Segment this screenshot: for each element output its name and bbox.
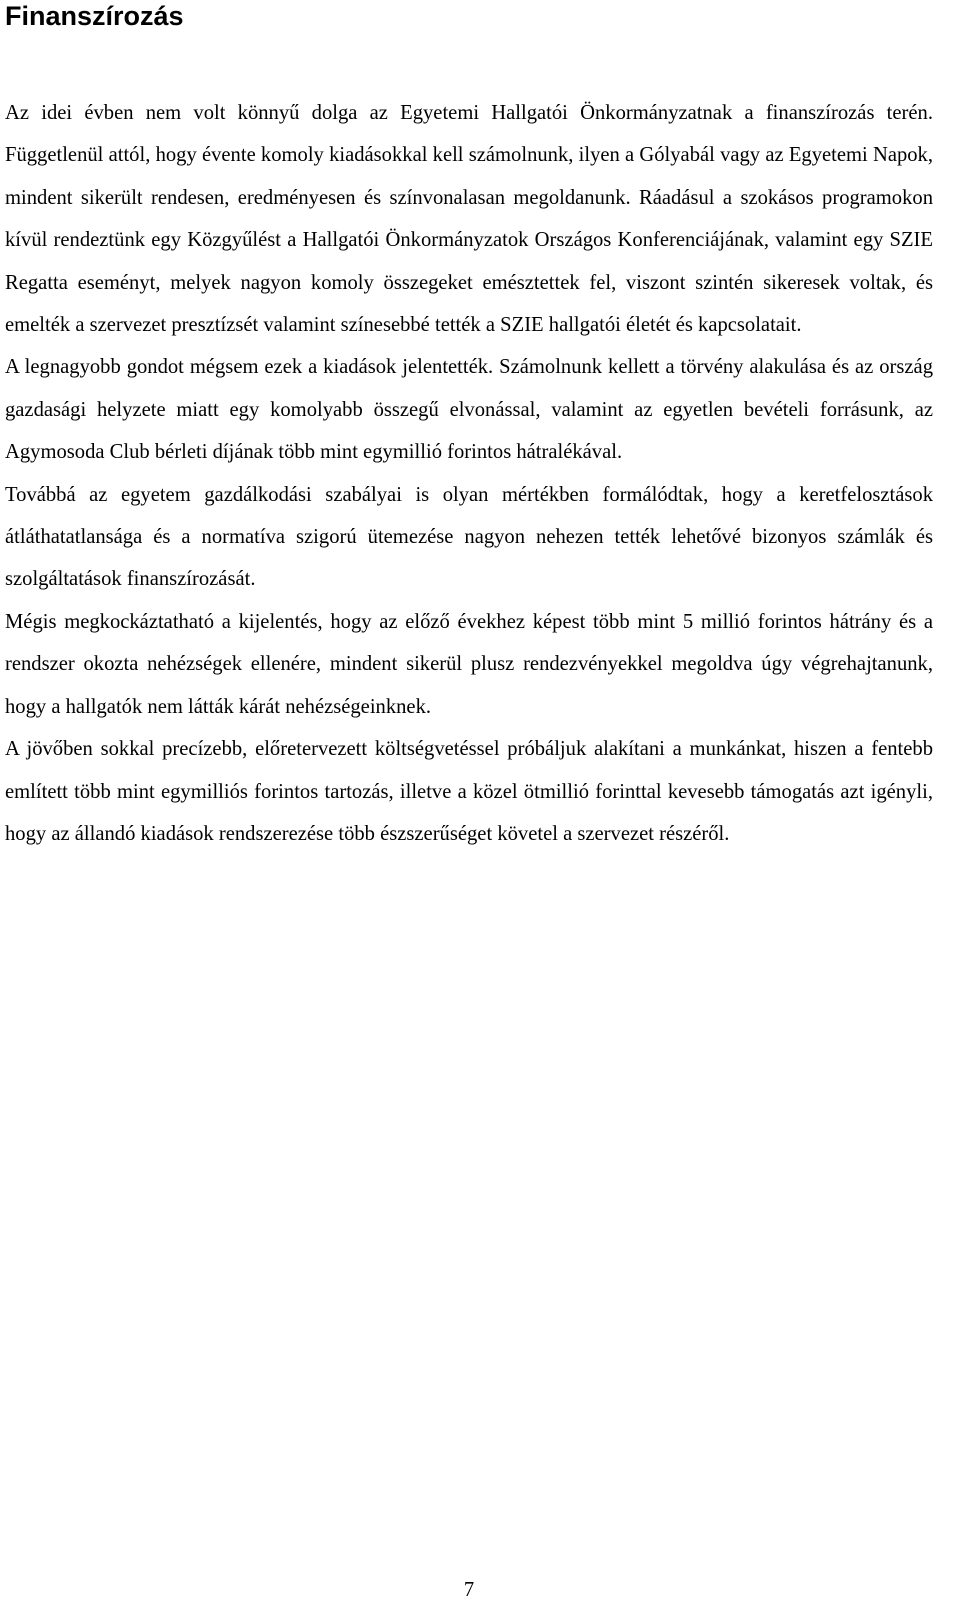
page-title: Finanszírozás	[5, 1, 184, 31]
paragraph-4: Mégis megkockáztatható a kijelentés, hogy az előző évekhez képest több mint 5 millió forintos hátrány és a rendszer okozta nehézségek ellenére, mindent sikerül plusz rendezvényekkel megoldva úgy végrehajtanunk, hogy a hallgatók nem látták kárát nehézségeinknek.	[5, 610, 933, 718]
paragraph-1: Az idei évben nem volt könnyű dolga az Egyetemi Hallgatói Önkormányzatnak a finanszírozás terén. Függetlenül attól, hogy évente komoly kiadásokkal kell számolnunk, ilyen a Gólyabál vagy az Egyetemi Napok, mindent sikerült rendesen, eredményesen és színvonalasan megoldanunk. Ráadásul a szokásos programokon kívül rendeztünk egy Közgyűlést a Hallgatói Önkormányzatok Országos Konferenciájának, valamint egy SZIE Regatta eseményt, melyek nagyon komoly összegeket emésztettek fel, viszont szintén sikeresek voltak, és emelték a szervezet presztízsét valamint színesebbé tették a SZIE hallgatói életét és kapcsolatait.	[5, 102, 933, 337]
document-body	[5, 92, 933, 855]
page-number: 7	[463, 1579, 475, 1601]
document-page	[5, 0, 933, 855]
paragraph-3: Továbbá az egyetem gazdálkodási szabályai is olyan mértékben formálódtak, hogy a keretfelosztások átláthatatlansága és a normatíva szigorú ütemezése nagyon nehezen tették lehetővé bizonyos számlák és szolgáltatások finanszírozását.	[5, 483, 933, 591]
paragraph-5: A jövőben sokkal precízebb, előretervezett költségvetéssel próbáljuk alakítani a munkánkat, hiszen a fentebb említett több mint egymilliós forintos tartozás, illetve a közel ötmillió forinttal kevesebb támogatás azt igényli, hogy az állandó kiadások rendszerezése több észszerűséget követel a szervezet részéről.	[5, 738, 933, 845]
paragraph-2: A legnagyobb gondot mégsem ezek a kiadások jelentették. Számolnunk kellett a törvény alakulása és az ország gazdasági helyzete miatt egy komolyabb összegű elvonással, valamint az egyetlen bevételi forrásunk, az Agymosoda Club bérleti díjának több mint egymillió forintos hátralékával.	[5, 356, 933, 464]
